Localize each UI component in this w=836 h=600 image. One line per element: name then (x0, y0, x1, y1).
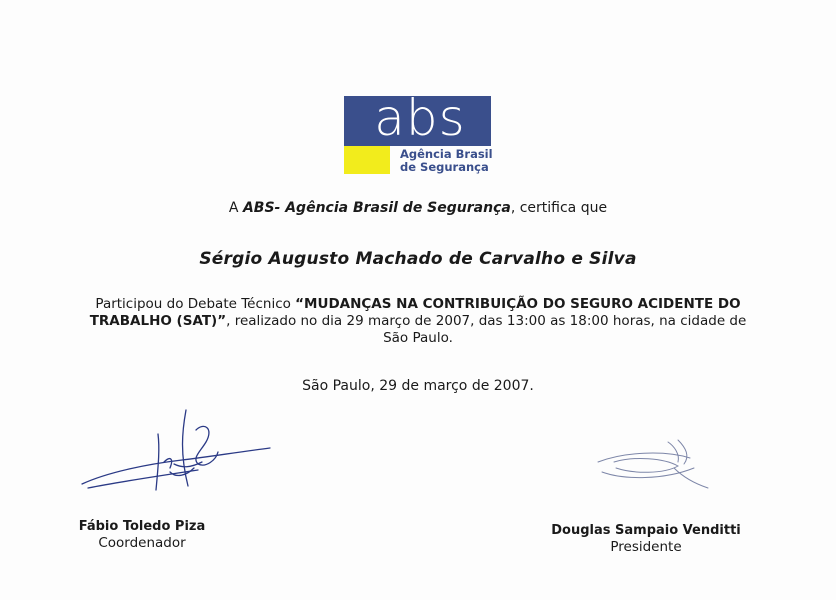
logo-wordmark: abs (374, 89, 466, 147)
signer-role: Coordenador (98, 535, 186, 551)
intro-suffix: , certifica que (510, 200, 608, 216)
signer-name: Douglas Sampaio Venditti (551, 523, 741, 538)
organization-name: ABS- Agência Brasil de Segurança (242, 200, 511, 216)
signature-left (78, 402, 278, 502)
logo-subtitle-line2: de Segurança (400, 160, 489, 174)
signer-right (530, 522, 762, 556)
signer-role: Presidente (610, 539, 682, 555)
body-prefix: Participou do Debate Técnico (95, 296, 296, 312)
body-suffix: , realizado no dia 29 março de 2007, das 13:00 as 18:00 horas, na cidade de São Paulo. (226, 313, 747, 346)
signer-left (56, 518, 228, 552)
signature-right (594, 432, 714, 498)
participation-statement (80, 296, 756, 347)
intro-prefix: A (228, 200, 243, 216)
signer-name: Fábio Toledo Piza (78, 519, 206, 534)
logo-yellow-block (344, 146, 390, 174)
abs-logo (344, 89, 493, 174)
recipient-name: Sérgio Augusto Machado de Carvalho e Silva (199, 249, 637, 269)
logo-subtitle-line1: Agência Brasil (400, 147, 493, 161)
logo-subtitle (400, 148, 500, 174)
event-title: “MUDANÇAS NA CONTRIBUIÇÃO DO SEGURO ACIDENTE DO TRABALHO (SAT)” (89, 296, 741, 329)
certifies-line (0, 200, 836, 216)
place-date: São Paulo, 29 de março de 2007. (302, 378, 534, 394)
